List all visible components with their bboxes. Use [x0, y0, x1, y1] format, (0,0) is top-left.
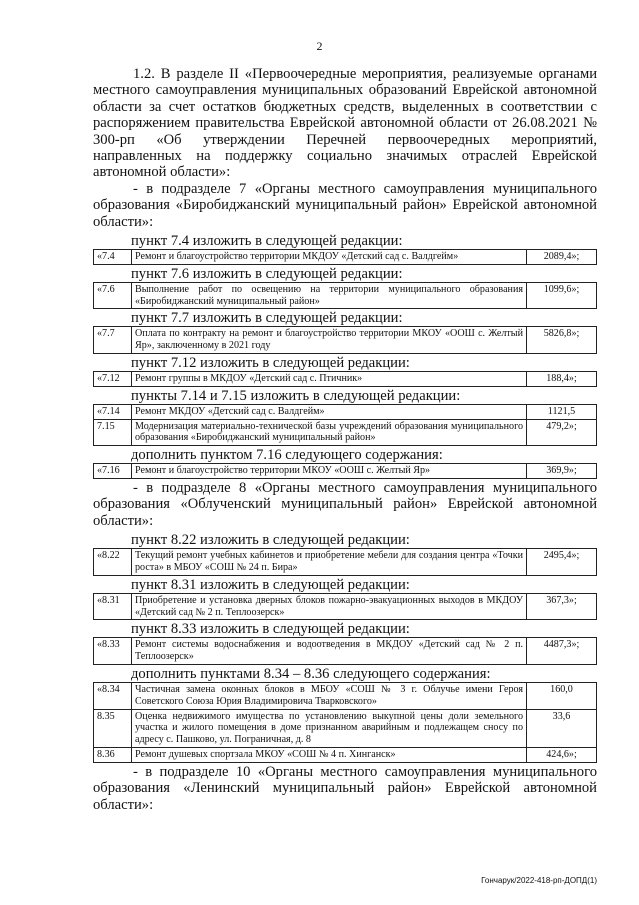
item-description: Выполнение работ по освещению на территории муниципального образования «Биробиджанский муниципальный район»	[132, 282, 527, 309]
amendment-instruction: пункт 8.31 изложить в следующей редакции:	[131, 576, 410, 593]
item-description: Частичная замена оконных блоков в МБОУ «СОШ № 3 г. Облучье имени Героя Советского Союза Юрия Владимировича Тварковского»	[132, 683, 527, 710]
amendment-instruction: дополнить пунктом 7.16 следующего содержания:	[131, 447, 443, 464]
page-number: 2	[316, 39, 323, 53]
amendment-table	[93, 463, 597, 479]
item-number: «7.7	[94, 327, 132, 354]
item-number: «7.4	[94, 250, 132, 265]
section-heading: - в подразделе 8 «Органы местного самоуправления муниципального образования «Облученский муниципальный район» Еврейской автономной области»:	[93, 480, 597, 529]
table-row	[94, 638, 597, 665]
table-row	[94, 709, 597, 747]
item-description: Приобретение и установка дверных блоков пожарно-эвакуационных выходов в МКДОУ «Детский сад № 2 п. Теплоозерск»	[132, 593, 527, 620]
item-amount: 1121,5	[527, 404, 597, 419]
amendment-instruction: пункт 7.6 изложить в следующей редакции:	[131, 265, 403, 282]
item-description: Оценка недвижимого имущества по установлению выкупной цены доли земельного участка и жилого помещения в доме признанном аварийным и подлежащем сносу по адресу с. Пашково, ул. Пограничная, д. 8	[132, 709, 527, 747]
amendment-instruction: пункт 7.4 изложить в следующей редакции:	[131, 233, 403, 250]
item-amount: 4487,3»;	[527, 638, 597, 665]
document-footer-code: Гончарук/2022-418-рп-ДОПД(1)	[481, 876, 597, 885]
item-number: «7.14	[94, 404, 132, 419]
item-number: 8.35	[94, 709, 132, 747]
amendment-table	[93, 682, 597, 763]
closing-paragraph: - в подразделе 10 «Органы местного самоуправления муниципального образования «Ленинский муниципальный район» Еврейской автономной области»:	[93, 763, 597, 813]
intro-paragraph: 1.2. В разделе II «Первоочередные мероприятия, реализуемые органами местного самоуправления муниципальных образований Еврейской автономной области за счет остатков бюджетных средств, выделенных в соответствии с распоряжением правительства Еврейской автономной области от 26.08.2021 № 300-рп «Об утверждении Перечней первоочередных мероприятий, направленных на поддержку социально значимых отраслей Еврейской автономной области»:	[93, 66, 597, 181]
table-row	[94, 593, 597, 620]
amendment-table	[93, 548, 597, 576]
table-row	[94, 372, 597, 387]
item-amount: 479,2»;	[527, 419, 597, 446]
amendment-table	[93, 371, 597, 387]
item-number: «7.16	[94, 464, 132, 479]
section-heading: - в подразделе 7 «Органы местного самоуправления муниципального образования «Биробиджанский муниципальный район» Еврейской автономной области»:	[93, 180, 597, 230]
amendment-instruction: пункты 7.14 и 7.15 изложить в следующей редакции:	[131, 387, 461, 404]
amendment-table	[93, 249, 597, 265]
amendment-instruction: пункт 7.7 изложить в следующей редакции:	[131, 310, 403, 327]
item-description: Ремонт и благоустройство территории МКДОУ «Детский сад с. Валдгейм»	[132, 250, 527, 265]
amendment-table	[93, 593, 597, 621]
item-number: 8.36	[94, 748, 132, 763]
item-number: «8.22	[94, 549, 132, 576]
item-number: «8.31	[94, 593, 132, 620]
table-row	[94, 282, 597, 309]
item-number: «7.12	[94, 372, 132, 387]
table-row	[94, 419, 597, 446]
item-amount: 5826,8»;	[527, 327, 597, 354]
document-body	[93, 66, 597, 813]
item-number: «8.34	[94, 683, 132, 710]
amendment-instruction: дополнить пунктами 8.34 – 8.36 следующего содержания:	[131, 666, 491, 683]
item-description: Ремонт группы в МКДОУ «Детский сад с. Птичник»	[132, 372, 527, 387]
item-description: Модернизация материально-технической базы учреждений образования муниципального образования «Биробиджанский муниципальный район»	[132, 419, 527, 446]
item-description: Ремонт душевых спортзала МКОУ «СОШ № 4 п. Хинганск»	[132, 748, 527, 763]
table-row	[94, 464, 597, 479]
item-amount: 2089,4»;	[527, 250, 597, 265]
item-description: Оплата по контракту на ремонт и благоустройство территории МКОУ «ООШ с. Желтый Яр», заключенному в 2021 году	[132, 327, 527, 354]
table-row	[94, 250, 597, 265]
item-description: Ремонт системы водоснабжения и водоотведения в МКДОУ «Детский сад № 2 п. Теплоозерск»	[132, 638, 527, 665]
item-amount: 33,6	[527, 709, 597, 747]
item-number: 7.15	[94, 419, 132, 446]
table-row	[94, 327, 597, 354]
amendment-table	[93, 404, 597, 446]
item-number: «8.33	[94, 638, 132, 665]
item-amount: 188,4»;	[527, 372, 597, 387]
item-amount: 160,0	[527, 683, 597, 710]
item-description: Текущий ремонт учебных кабинетов и приобретение мебели для создания центра «Точки роста» в МБОУ «СОШ № 24 п. Бира»	[132, 549, 527, 576]
item-description: Ремонт и благоустройство территории МКОУ «ООШ с. Желтый Яр»	[132, 464, 527, 479]
item-number: «7.6	[94, 282, 132, 309]
amendment-instruction: пункт 8.33 изложить в следующей редакции:	[131, 621, 410, 638]
table-row	[94, 549, 597, 576]
amendment-table	[93, 637, 597, 665]
table-row	[94, 404, 597, 419]
amendment-table	[93, 326, 597, 354]
item-description: Ремонт МКДОУ «Детский сад с. Валдгейм»	[132, 404, 527, 419]
amendment-instruction: пункт 7.12 изложить в следующей редакции:	[131, 355, 410, 372]
table-row	[94, 683, 597, 710]
item-amount: 424,6»;	[527, 748, 597, 763]
item-amount: 2495,4»;	[527, 549, 597, 576]
amendment-sections	[93, 181, 597, 763]
table-row	[94, 748, 597, 763]
item-amount: 367,3»;	[527, 593, 597, 620]
amendment-table	[93, 282, 597, 310]
amendment-instruction: пункт 8.22 изложить в следующей редакции:	[131, 532, 410, 549]
item-amount: 1099,6»;	[527, 282, 597, 309]
item-amount: 369,9»;	[527, 464, 597, 479]
